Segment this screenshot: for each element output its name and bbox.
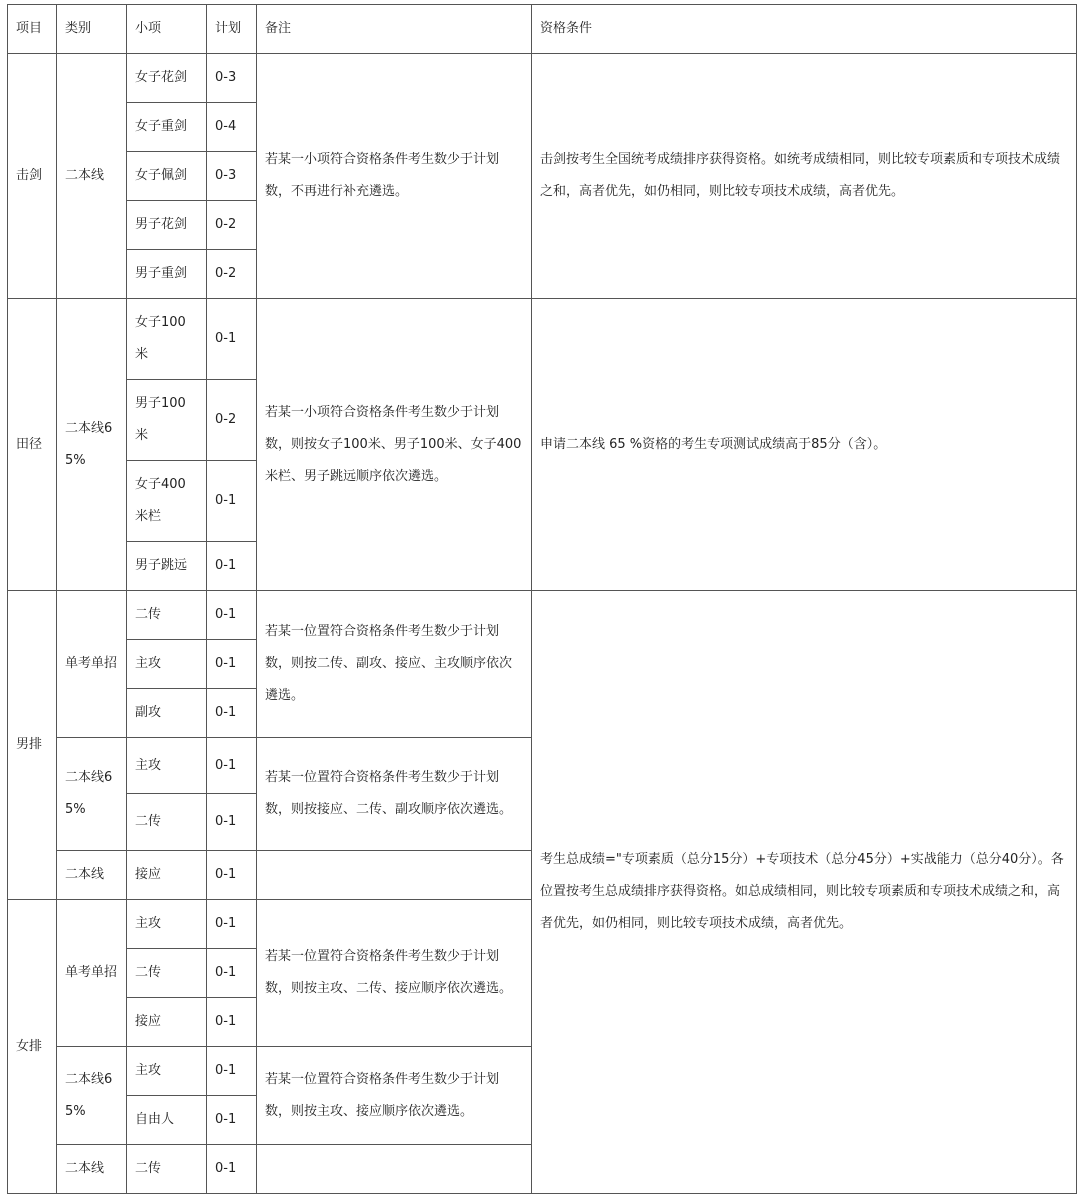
note-cell: 若某一位置符合资格条件考生数少于计划数，则按二传、副攻、接应、主攻顺序依次遴选。 bbox=[257, 591, 532, 738]
note-cell: 若某一小项符合资格条件考生数少于计划数，不再进行补充遴选。 bbox=[257, 54, 532, 299]
item-cell: 女子100米 bbox=[127, 299, 207, 380]
qualification-cell: 击剑按考生全国统考成绩排序获得资格。如统考成绩相同，则比较专项素质和专项技术成绩之和，高者优先，如仍相同，则比较专项技术成绩，高者优先。 bbox=[532, 54, 1077, 299]
plan-cell: 0-1 bbox=[207, 461, 257, 542]
plan-cell: 0-1 bbox=[207, 689, 257, 738]
category-cell: 二本线 bbox=[57, 1145, 127, 1194]
item-cell: 自由人 bbox=[127, 1096, 207, 1145]
item-cell: 男子跳远 bbox=[127, 542, 207, 591]
category-cell: 二本线 bbox=[57, 851, 127, 900]
item-cell: 二传 bbox=[127, 1145, 207, 1194]
plan-cell: 0-1 bbox=[207, 299, 257, 380]
note-cell: 若某一位置符合资格条件考生数少于计划数，则按主攻、二传、接应顺序依次遴选。 bbox=[257, 900, 532, 1047]
category-cell: 单考单招 bbox=[57, 591, 127, 738]
item-cell: 副攻 bbox=[127, 689, 207, 738]
plan-cell: 0-1 bbox=[207, 1047, 257, 1096]
table-row bbox=[8, 54, 1077, 103]
plan-cell: 0-1 bbox=[207, 640, 257, 689]
header-item: 小项 bbox=[127, 5, 207, 54]
plan-cell: 0-1 bbox=[207, 1096, 257, 1145]
header-note: 备注 bbox=[257, 5, 532, 54]
item-cell: 接应 bbox=[127, 998, 207, 1047]
plan-cell: 0-4 bbox=[207, 103, 257, 152]
item-cell: 主攻 bbox=[127, 900, 207, 949]
item-cell: 女子花剑 bbox=[127, 54, 207, 103]
plan-cell: 0-1 bbox=[207, 851, 257, 900]
plan-cell: 0-1 bbox=[207, 949, 257, 998]
category-cell: 单考单招 bbox=[57, 900, 127, 1047]
plan-cell: 0-1 bbox=[207, 1145, 257, 1194]
category-cell: 二本线65% bbox=[57, 1047, 127, 1145]
plan-cell: 0-1 bbox=[207, 900, 257, 949]
item-cell: 主攻 bbox=[127, 640, 207, 689]
plan-cell: 0-1 bbox=[207, 794, 257, 851]
item-cell: 主攻 bbox=[127, 1047, 207, 1096]
item-cell: 男子100米 bbox=[127, 380, 207, 461]
plan-cell: 0-3 bbox=[207, 152, 257, 201]
header-category: 类别 bbox=[57, 5, 127, 54]
table-row bbox=[8, 591, 1077, 640]
qualification-cell: 申请二本线 65 %资格的考生专项测试成绩高于85分（含）。 bbox=[532, 299, 1077, 591]
item-cell: 男子花剑 bbox=[127, 201, 207, 250]
item-cell: 二传 bbox=[127, 949, 207, 998]
item-cell: 主攻 bbox=[127, 738, 207, 794]
qualification-cell: 考生总成绩="专项素质（总分15分）+专项技术（总分45分）+实战能力（总分40分）。各位置按考生总成绩排序获得资格。如总成绩相同，则比较专项素质和专项技术成绩之和，高者优先，如仍相同，则比较专项技术成绩，高者优先。 bbox=[532, 591, 1077, 1194]
category-cell: 二本线65% bbox=[57, 299, 127, 591]
item-cell: 二传 bbox=[127, 591, 207, 640]
note-cell: 若某一位置符合资格条件考生数少于计划数，则按接应、二传、副攻顺序依次遴选。 bbox=[257, 738, 532, 851]
plan-cell: 0-2 bbox=[207, 380, 257, 461]
project-cell: 田径 bbox=[8, 299, 57, 591]
item-cell: 女子重剑 bbox=[127, 103, 207, 152]
plan-cell: 0-2 bbox=[207, 250, 257, 299]
project-cell: 女排 bbox=[8, 900, 57, 1194]
header-row bbox=[8, 5, 1077, 54]
item-cell: 女子佩剑 bbox=[127, 152, 207, 201]
admission-plan-table bbox=[7, 4, 1077, 1194]
item-cell: 二传 bbox=[127, 794, 207, 851]
plan-cell: 0-3 bbox=[207, 54, 257, 103]
header-project: 项目 bbox=[8, 5, 57, 54]
note-cell: 若某一小项符合资格条件考生数少于计划数，则按女子100米、男子100米、女子400米栏、男子跳远顺序依次遴选。 bbox=[257, 299, 532, 591]
header-plan: 计划 bbox=[207, 5, 257, 54]
note-cell: 若某一位置符合资格条件考生数少于计划数，则按主攻、接应顺序依次遴选。 bbox=[257, 1047, 532, 1145]
header-qualification: 资格条件 bbox=[532, 5, 1077, 54]
note-cell bbox=[257, 851, 532, 900]
item-cell: 女子400米栏 bbox=[127, 461, 207, 542]
plan-cell: 0-2 bbox=[207, 201, 257, 250]
plan-cell: 0-1 bbox=[207, 542, 257, 591]
item-cell: 接应 bbox=[127, 851, 207, 900]
plan-cell: 0-1 bbox=[207, 998, 257, 1047]
plan-cell: 0-1 bbox=[207, 591, 257, 640]
table-row bbox=[8, 299, 1077, 380]
category-cell: 二本线 bbox=[57, 54, 127, 299]
category-cell: 二本线65% bbox=[57, 738, 127, 851]
plan-cell: 0-1 bbox=[207, 738, 257, 794]
project-cell: 击剑 bbox=[8, 54, 57, 299]
project-cell: 男排 bbox=[8, 591, 57, 900]
item-cell: 男子重剑 bbox=[127, 250, 207, 299]
note-cell bbox=[257, 1145, 532, 1194]
